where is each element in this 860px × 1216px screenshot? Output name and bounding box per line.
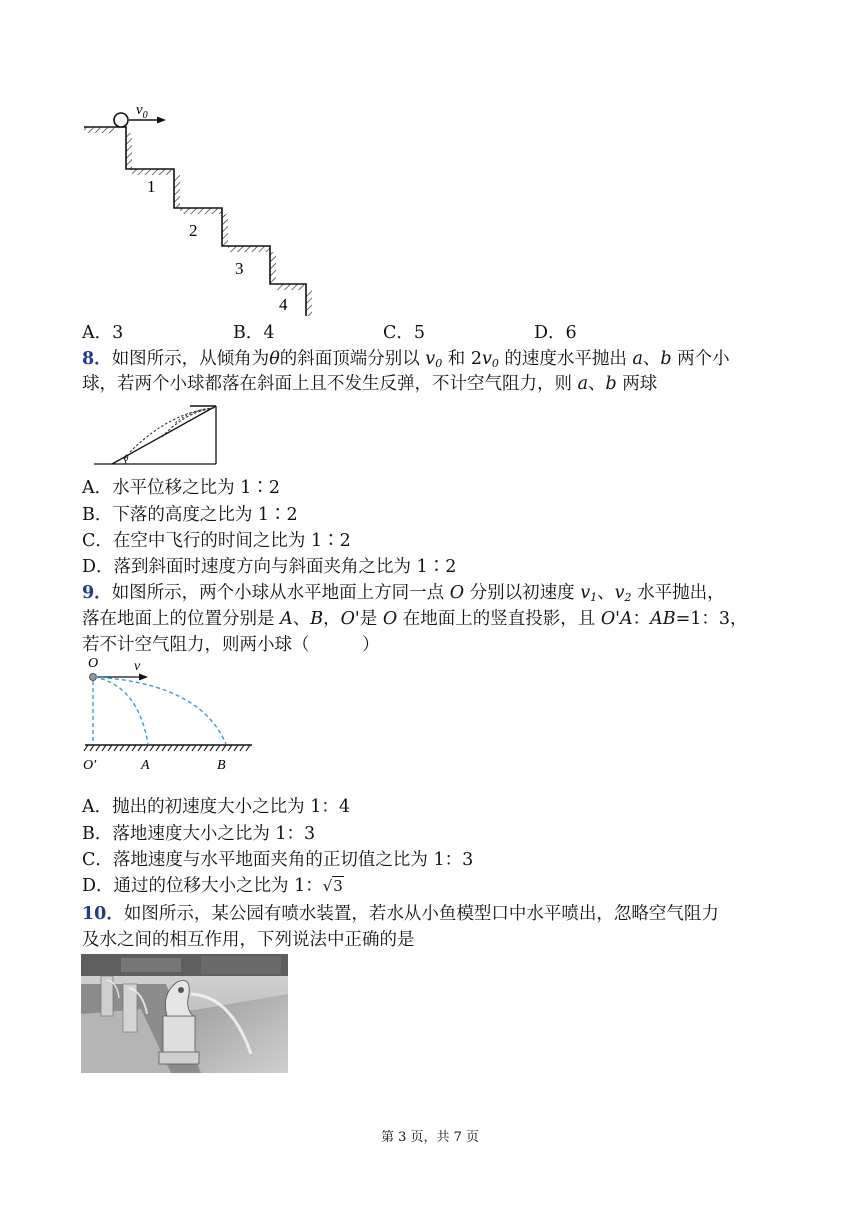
stem-segment: 的斜面顶端分别以 [279,349,426,369]
stem-segment: A [280,609,293,629]
staircase-figure [80,98,320,320]
stem-segment: b [605,374,617,394]
q9-option-d[interactable] [82,874,344,898]
stem-segment: θ [269,349,280,369]
q9-option-a[interactable]: A．抛出的初速度大小之比为 1：4 [82,797,350,817]
step-label-2: 2 [189,221,198,240]
q9-stem-text-1 [112,583,725,603]
stem-segment: 0 [435,357,443,370]
q9-option-c[interactable]: C．落地速度与水平地面夹角的正切值之比为 1：3 [82,850,474,870]
sqrt-symbol: √ [322,877,333,895]
stem-segment: 和 2 [442,349,482,369]
q10-stem-text-1: 如图所示，某公园有喷水装置，若水从小鱼模型口中水平喷出，忽略空气阻力 [123,904,719,924]
page-footer: 第 3 页，共 7 页 [380,1130,480,1145]
q8-number: 8． [82,349,112,369]
q8-option-a[interactable]: A．水平位移之比为 1∶2 [82,478,280,498]
stem-segment: 2 [624,591,632,604]
point-o-label: O [88,656,99,671]
point-o-prime-label: O′ [83,758,97,773]
q10-stem-line1 [82,902,719,926]
stem-segment: O'A [600,609,633,629]
stem-segment: 如图所示，从倾角为 [111,349,270,369]
stem-segment: 、 [642,349,661,369]
stem-segment: 的速度水平抛出 [498,349,633,369]
q8-stem-line2 [82,372,657,396]
fountain-photo [81,954,288,1073]
sqrt-radicand: 3 [333,877,343,895]
point-a-label: A [141,758,150,773]
stem-segment: 0 [491,357,499,370]
stem-segment: 两球 [616,374,658,394]
q9-stem-line3 [82,633,380,657]
stem-segment: 落在地面上的位置分别是 [82,609,281,629]
stem-segment: O [382,609,398,629]
incline-figure [90,402,224,468]
stem-segment: ， [323,609,341,629]
stem-segment: 若不计空气阻力，则两小球（ ） [82,635,380,655]
stem-segment: 、 [292,609,311,629]
stem-segment: 如图所示，两个小球从水平地面上方同一点 [111,583,450,603]
stem-segment: v [580,583,591,603]
step-label-4: 4 [279,295,288,314]
stem-segment: AB [650,609,676,629]
stem-segment: a [577,374,588,394]
q9-option-d-text: D．通过的位移大小之比为 1： [82,876,323,896]
stem-segment: 两个小 [671,349,730,369]
v0-label: $v_0$ [136,102,148,121]
q8-option-c[interactable]: C．在空中飞行的时间之比为 1∶2 [82,531,351,551]
point-b-label: B [217,758,226,773]
stem-segment: v [425,349,436,369]
q9-stem-line2 [82,607,748,631]
q9-number: 9． [82,583,112,603]
stem-segment: 1 [590,591,598,604]
stem-segment: 球，若两个小球都落在斜面上且不发生反弹，不计空气阻力，则 [82,374,578,394]
stem-segment: a [632,349,643,369]
stem-segment: 是 [359,609,383,629]
q7-option-a[interactable]: A．3 [82,323,124,343]
projectile-figure [80,655,260,775]
stem-segment: 、 [588,374,606,394]
q10-number: 10． [82,904,124,924]
velocity-label: v [134,659,141,674]
stem-segment: O' [340,609,360,629]
stem-segment: B [310,609,324,629]
q9-option-b[interactable]: B．落地速度大小之比为 1：3 [82,824,316,844]
q8-stem-text-1 [112,349,730,369]
stem-segment: O [449,583,465,603]
stem-segment: ： [632,609,651,629]
step-label-3: 3 [235,259,244,278]
q8-stem-line1 [82,347,730,371]
step-label-1: 1 [147,177,156,196]
theta-label: θ [124,453,129,463]
stem-segment: 分别以初速度 [464,583,581,603]
stem-segment: v [481,349,492,369]
ground-hatch [84,745,250,751]
q9-stem-line1 [82,581,725,605]
q8-option-d[interactable]: D．落到斜面时速度方向与斜面夹角之比为 1∶2 [82,557,457,577]
q7-option-c[interactable]: C．5 [383,323,426,343]
stem-segment: v [614,583,625,603]
stem-segment: 在地面上的竖直投影，且 [397,609,601,629]
stem-segment: b [660,349,672,369]
stem-segment: 水平抛出， [631,583,725,603]
stem-segment: =1：3， [675,609,748,629]
q7-option-b[interactable]: B．4 [233,323,275,343]
q10-stem-line2: 及水之间的相互作用，下列说法中正确的是 [82,930,415,950]
q7-option-d[interactable]: D．6 [534,323,577,343]
q8-option-b[interactable]: B．下落的高度之比为 1∶2 [82,505,298,525]
stem-segment: 、 [597,583,615,603]
